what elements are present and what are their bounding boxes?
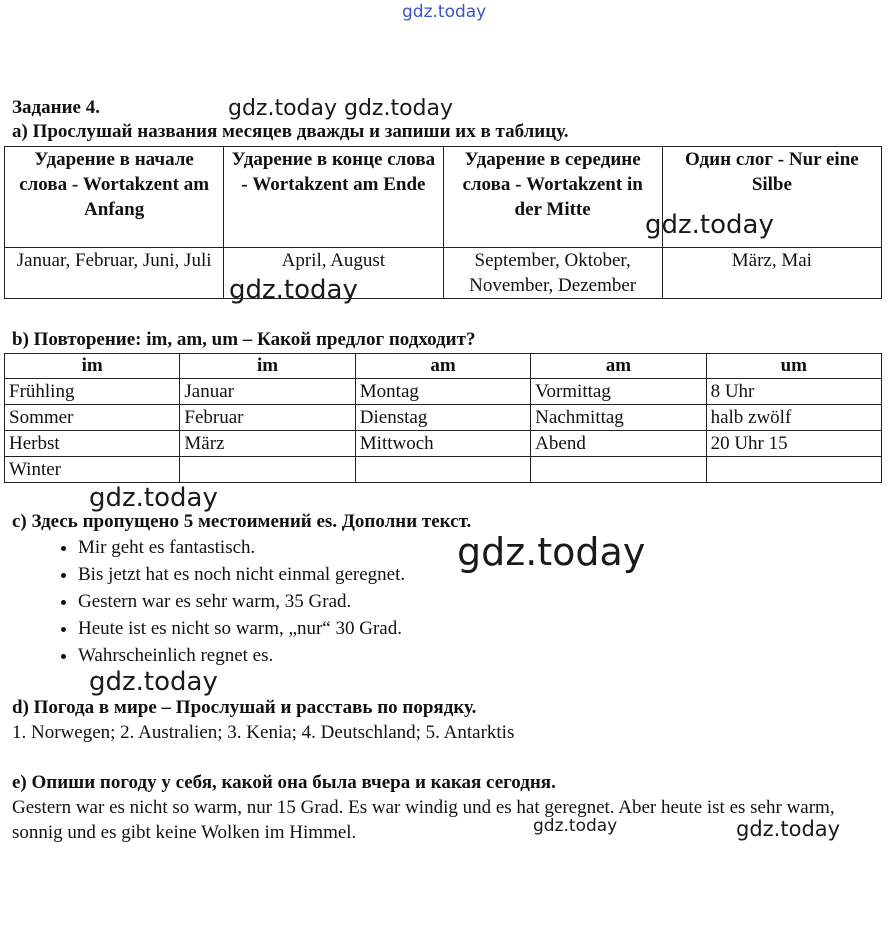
table-cell: Frühling bbox=[5, 379, 180, 405]
table-cell: März bbox=[180, 431, 355, 457]
table-cell: Januar bbox=[180, 379, 355, 405]
stress-cell-middle: September, Oktober, November, Dezember bbox=[443, 248, 662, 299]
preposition-table bbox=[4, 353, 882, 483]
table-cell bbox=[531, 457, 706, 483]
list-item: • Bis jetzt hat es noch nicht einmal geregnet. bbox=[78, 561, 884, 588]
table-cell: halb zwölf bbox=[706, 405, 881, 431]
table-row bbox=[5, 379, 882, 405]
stress-header-one-syllable: Один слог - Nur eine Silbe bbox=[662, 147, 881, 248]
section-d bbox=[12, 696, 884, 745]
watermark: gdz.today bbox=[457, 530, 646, 574]
list-item: • Mir geht es fantastisch. bbox=[78, 534, 884, 561]
preposition-header: um bbox=[706, 354, 881, 379]
list-item: • Heute ist es nicht so warm, „nur“ 30 Grad. bbox=[78, 615, 884, 642]
table-cell: Winter bbox=[5, 457, 180, 483]
table-cell: Februar bbox=[180, 405, 355, 431]
watermark-top: gdz.today bbox=[402, 2, 487, 22]
stress-header-middle: Ударение в середине слова - Wortakzent in der Mitte bbox=[443, 147, 662, 248]
table-cell: Nachmittag bbox=[531, 405, 706, 431]
table-cell bbox=[355, 457, 530, 483]
watermark: gdz.today bbox=[344, 96, 454, 121]
stress-table-row bbox=[5, 248, 882, 299]
stress-header-end: Ударение в конце слова - Wortakzent am Ende bbox=[224, 147, 443, 248]
watermark: gdz.today bbox=[229, 275, 358, 305]
preposition-header: im bbox=[5, 354, 180, 379]
list-item: • Gestern war es sehr warm, 35 Grad. bbox=[78, 588, 884, 615]
preposition-header-row bbox=[5, 354, 882, 379]
table-cell bbox=[180, 457, 355, 483]
section-b-heading-wrap bbox=[12, 328, 884, 352]
table-row bbox=[5, 457, 882, 483]
preposition-header: am bbox=[355, 354, 530, 379]
table-cell: 8 Uhr bbox=[706, 379, 881, 405]
section-d-answer: 1. Norwegen; 2. Australien; 3. Kenia; 4. Deutschland; 5. Antarktis bbox=[12, 722, 515, 743]
stress-cell-start: Januar, Februar, Juni, Juli bbox=[5, 248, 224, 299]
section-a-heading: а) Прослушай названия месяцев дважды и запиши их в таблицу. bbox=[12, 121, 569, 142]
table-cell: Sommer bbox=[5, 405, 180, 431]
section-e-answer: Gestern war es nicht so warm, nur 15 Grad. Es war windig und es hat geregnet. Aber heute ist es sehr warm, sonnig und es gibt keine Wolken im Himmel. bbox=[12, 797, 835, 843]
watermark: gdz.today bbox=[89, 667, 218, 697]
stress-header-start: Ударение в начале слова - Wortakzent am Anfang bbox=[5, 147, 224, 248]
stress-cell-end: April, August bbox=[224, 248, 443, 299]
watermark: gdz.today bbox=[736, 817, 841, 841]
section-b-table-wrap bbox=[4, 353, 882, 483]
table-row bbox=[5, 431, 882, 457]
table-cell: Vormittag bbox=[531, 379, 706, 405]
es-sentence-list bbox=[12, 534, 884, 669]
table-cell bbox=[706, 457, 881, 483]
watermark: gdz.today bbox=[228, 96, 338, 121]
table-cell: Herbst bbox=[5, 431, 180, 457]
section-c-heading: с) Здесь пропущено 5 местоимений es. Дополни текст. bbox=[12, 511, 472, 532]
stress-cell-one-syllable: März, Mai bbox=[662, 248, 881, 299]
list-item: • Wahrscheinlich regnet es. bbox=[78, 642, 884, 669]
table-cell: Dienstag bbox=[355, 405, 530, 431]
table-cell: Mittwoch bbox=[355, 431, 530, 457]
watermark: gdz.today bbox=[645, 210, 774, 240]
task-title: Задание 4. bbox=[12, 97, 100, 118]
watermark: gdz.today bbox=[533, 816, 618, 836]
preposition-header: im bbox=[180, 354, 355, 379]
table-cell: 20 Uhr 15 bbox=[706, 431, 881, 457]
section-e-heading: e) Опиши погоду у себя, какой она была вчера и какая сегодня. bbox=[12, 772, 556, 793]
section-c bbox=[12, 510, 884, 669]
section-d-heading: d) Погода в мире – Прослушай и расставь по порядку. bbox=[12, 697, 477, 718]
section-b-heading: b) Повторение: im, am, um – Какой предлог подходит? bbox=[12, 329, 476, 350]
preposition-header: am bbox=[531, 354, 706, 379]
table-cell: Abend bbox=[531, 431, 706, 457]
table-cell: Montag bbox=[355, 379, 530, 405]
table-row bbox=[5, 405, 882, 431]
watermark: gdz.today bbox=[89, 483, 218, 513]
